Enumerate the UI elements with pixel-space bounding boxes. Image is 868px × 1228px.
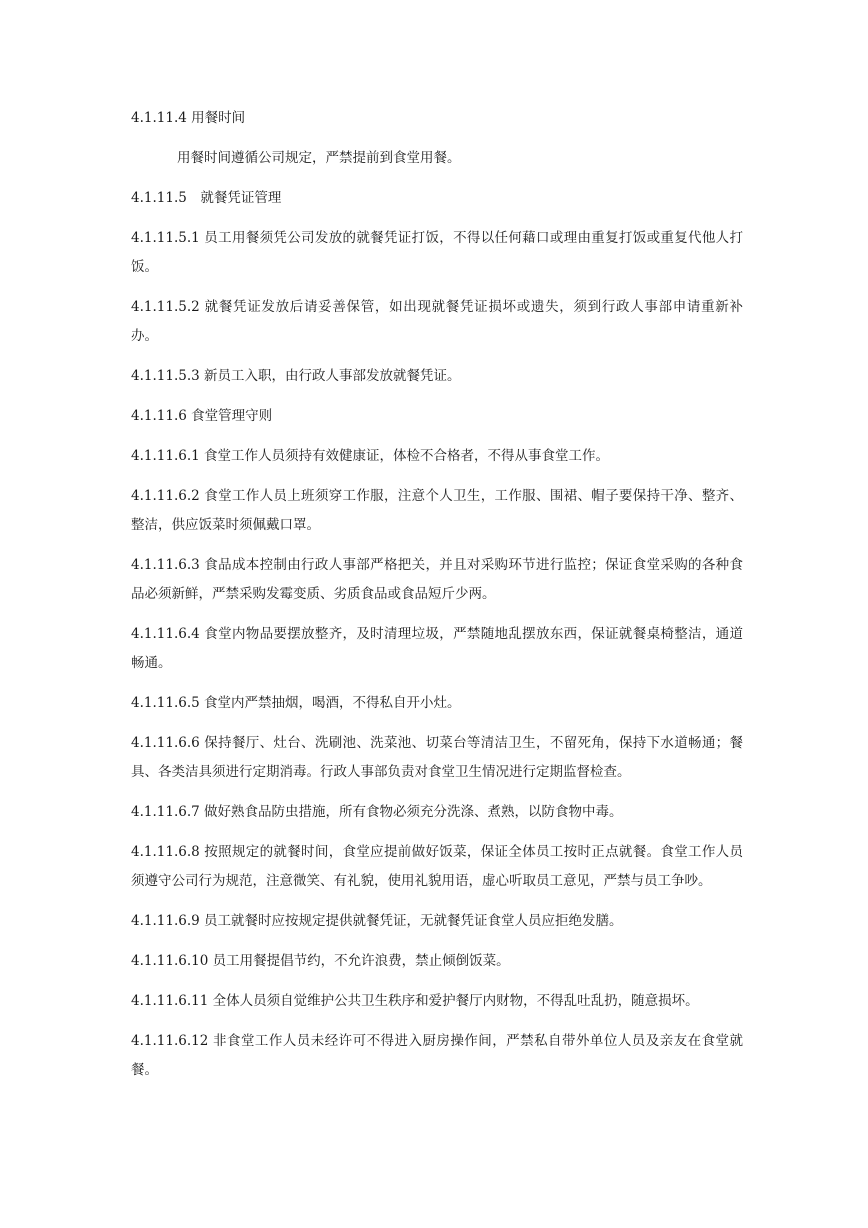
clause-4-1-11-6-12: 4.1.11.6.12 非食堂工作人员未经许可不得进入厨房操作间，严禁私自带外单位人员及亲友在食堂就餐。 xyxy=(131,1033,743,1078)
clause-4-1-11-6-3: 4.1.11.6.3 食品成本控制由行政人事部严格把关，并且对采购环节进行监控；保证食堂采购的各种食品必须新鲜，严禁采购发霉变质、劣质食品或食品短斤少两。 xyxy=(131,557,743,602)
clause-4-1-11-6-9: 4.1.11.6.9 员工就餐时应按规定提供就餐凭证，无就餐凭证食堂人员应拒绝发膳。 xyxy=(131,913,623,929)
clause-4-1-11-6-10: 4.1.11.6.10 员工用餐提倡节约，不允许浪费，禁止倾倒饭菜。 xyxy=(131,953,510,969)
document-page xyxy=(131,104,743,1096)
clause-4-1-11-6-2: 4.1.11.6.2 食堂工作人员上班须穿工作服，注意个人卫生，工作服、围裙、帽子要保持干净、整齐、整洁，供应饭菜时须佩戴口罩。 xyxy=(131,488,743,533)
clause-4-1-11-6-1: 4.1.11.6.1 食堂工作人员须持有效健康证，体检不合格者，不得从事食堂工作。 xyxy=(131,448,609,464)
clause-4-1-11-6-5: 4.1.11.6.5 食堂内严禁抽烟，喝酒，不得私自开小灶。 xyxy=(131,695,461,711)
clause-4-1-11-6-7: 4.1.11.6.7 做好熟食品防虫措施，所有食物必须充分洗涤、煮熟，以防食物中毒。 xyxy=(131,804,623,820)
clause-4-1-11-6-11: 4.1.11.6.11 全体人员须自觉维护公共卫生秩序和爱护餐厅内财物，不得乱吐乱扔，随意损坏。 xyxy=(131,993,699,1009)
section-heading-4-1-11-6: 4.1.11.6 食堂管理守则 xyxy=(131,408,273,424)
clause-4-1-11-5-3: 4.1.11.5.3 新员工入职，由行政人事部发放就餐凭证。 xyxy=(131,368,461,384)
section-heading-4-1-11-4: 4.1.11.4 用餐时间 xyxy=(131,110,246,126)
clause-4-1-11-6-4: 4.1.11.6.4 食堂内物品要摆放整齐，及时清理垃圾，严禁随地乱摆放东西，保证就餐桌椅整洁，通道畅通。 xyxy=(131,626,743,671)
clause-4-1-11-6-8: 4.1.11.6.8 按照规定的就餐时间，食堂应提前做好饭菜，保证全体员工按时正点就餐。食堂工作人员须遵守公司行为规范，注意微笑、有礼貌，使用礼貌用语，虚心听取员工意见，严禁与员工争吵。 xyxy=(131,844,743,889)
section-heading-4-1-11-5: 4.1.11.5 就餐凭证管理 xyxy=(131,190,282,206)
clause-4-1-11-5-1: 4.1.11.5.1 员工用餐须凭公司发放的就餐凭证打饭，不得以任何藉口或理由重复打饭或重复代他人打饭。 xyxy=(131,230,743,275)
clause-4-1-11-5-2: 4.1.11.5.2 就餐凭证发放后请妥善保管，如出现就餐凭证损坏或遗失，须到行政人事部申请重新补办。 xyxy=(131,299,743,344)
clause-4-1-11-6-6: 4.1.11.6.6 保持餐厅、灶台、洗刷池、洗菜池、切菜台等清洁卫生，不留死角，保持下水道畅通；餐具、各类洁具须进行定期消毒。行政人事部负责对食堂卫生情况进行定期监督检查。 xyxy=(131,735,743,780)
paragraph-meal-time-rule: 用餐时间遵循公司规定，严禁提前到食堂用餐。 xyxy=(177,150,461,166)
